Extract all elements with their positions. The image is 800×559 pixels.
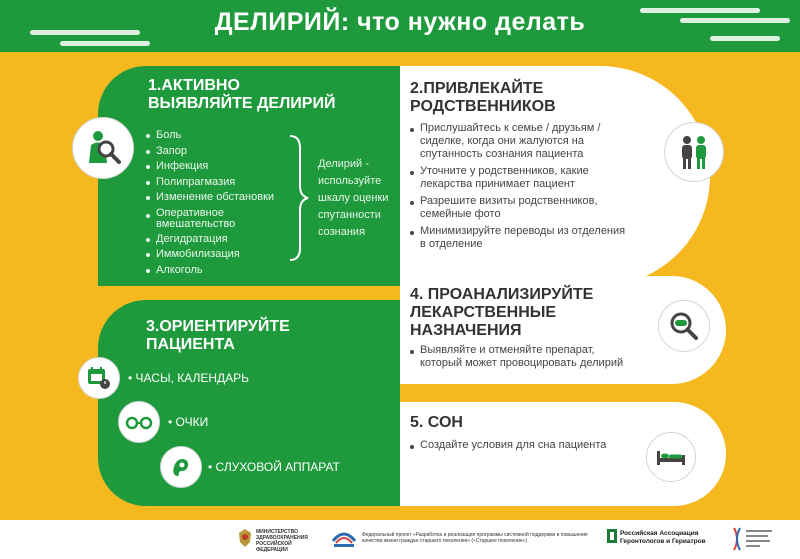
glasses-icon bbox=[118, 401, 160, 443]
section-3-item-hearing: • СЛУХОВОЙ АППАРАТ bbox=[208, 460, 340, 474]
footer-project: Федеральный проект «Разработка и реализация программы системной поддержки и повышения качества жизни граждан старшего поколения» («Старшее поколение») bbox=[362, 532, 588, 544]
list-item: Оперативное вмешательство bbox=[146, 208, 261, 230]
section-1-title: 1.АКТИВНО ВЫЯВЛЯЙТЕ ДЕЛИРИЙ bbox=[148, 77, 336, 112]
list-item: Выявляйте и отменяйте препарат, который может провоцировать делирий bbox=[410, 344, 630, 370]
footer-association: Российская Ассоциация Геронтологов и Гериатров bbox=[620, 530, 706, 545]
section-2-list bbox=[410, 122, 632, 255]
section-3-item-clock: • ЧАСЫ, КАЛЕНДАРЬ bbox=[128, 371, 250, 385]
list-item: Минимизируйте переводы из отделения в отделение bbox=[410, 225, 632, 251]
section-1-list bbox=[146, 128, 296, 278]
list-item: Разрешите визиты родственников, семейные фото bbox=[410, 195, 632, 221]
list-item: Создайте условия для сна пациента bbox=[410, 439, 640, 452]
doctor-magnifier-icon bbox=[72, 117, 134, 179]
list-item: Инфекция bbox=[146, 159, 296, 175]
list-item: Полипрагмазия bbox=[146, 175, 296, 191]
research-center-logo-icon bbox=[730, 526, 774, 552]
association-logo-icon bbox=[607, 529, 617, 543]
brace-icon bbox=[286, 134, 312, 262]
list-item: Иммобилизация bbox=[146, 247, 296, 263]
section-5-list bbox=[410, 439, 640, 456]
page-title: ДЕЛИРИЙ: что нужно делать bbox=[214, 8, 586, 36]
coat-of-arms-icon bbox=[236, 527, 254, 549]
list-item: Дегидратация bbox=[146, 232, 296, 248]
section-3-title: 3.ОРИЕНТИРУЙТЕ ПАЦИЕНТА bbox=[146, 318, 290, 353]
hearing-aid-icon bbox=[160, 446, 202, 488]
list-item: Алкоголь bbox=[146, 263, 296, 279]
list-item: Запор bbox=[146, 144, 296, 160]
bed-icon bbox=[646, 432, 696, 482]
list-item: Изменение обстановки bbox=[146, 190, 296, 206]
section-2-title: 2.ПРИВЛЕКАЙТЕ РОДСТВЕННИКОВ bbox=[410, 80, 556, 115]
section-5-title: 5. СОН bbox=[410, 414, 463, 431]
clock-calendar-icon bbox=[78, 357, 120, 399]
list-item: Боль bbox=[146, 128, 296, 144]
project-logo-icon bbox=[330, 527, 358, 549]
section-1-note: Делирий - используйте шкалу оценки спутанности сознания bbox=[318, 158, 389, 238]
relatives-icon bbox=[664, 122, 724, 182]
section-4-list bbox=[410, 344, 630, 374]
section-4-title: 4. ПРОАНАЛИЗИРУЙТЕ ЛЕКАРСТВЕННЫЕ НАЗНАЧЕНИЯ bbox=[410, 286, 594, 339]
list-item: Уточните у родственников, какие лекарства принимает пациент bbox=[410, 165, 632, 191]
pill-magnifier-icon bbox=[658, 300, 710, 352]
list-item: Прислушайтесь к семье / друзьям / сиделке, когда они жалуются на спутанность сознания пациента bbox=[410, 122, 632, 161]
footer-ministry: МИНИСТЕРСТВО ЗДРАВООХРАНЕНИЯ РОССИЙСКОЙ ФЕДЕРАЦИИ bbox=[256, 529, 308, 553]
section-3-item-glasses: • ОЧКИ bbox=[168, 415, 209, 429]
decor-line bbox=[60, 41, 150, 46]
